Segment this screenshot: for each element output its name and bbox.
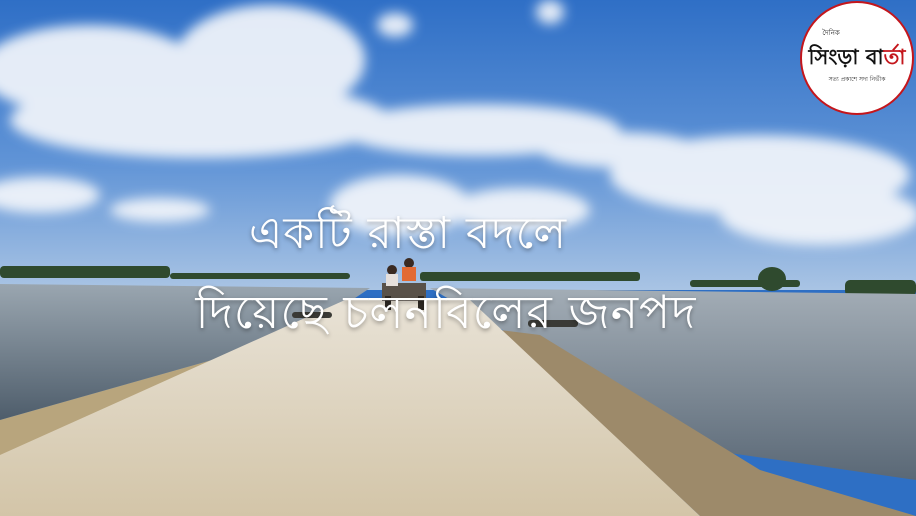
logo-name-part2: র্তা <box>883 45 906 69</box>
logo-top-text: দৈনিক <box>822 29 840 37</box>
logo-name-part1: সিংড়া বা <box>808 45 884 69</box>
logo-name <box>802 41 912 76</box>
caption-line-1: একটি রাস্তা বদলে <box>248 208 568 259</box>
caption-line-2: দিয়েছে চলনবিলের জনপদ <box>195 285 697 339</box>
logo-tagline: সত্য প্রকাশে সদা নির্ভীক <box>828 76 886 83</box>
channel-logo <box>800 1 914 115</box>
